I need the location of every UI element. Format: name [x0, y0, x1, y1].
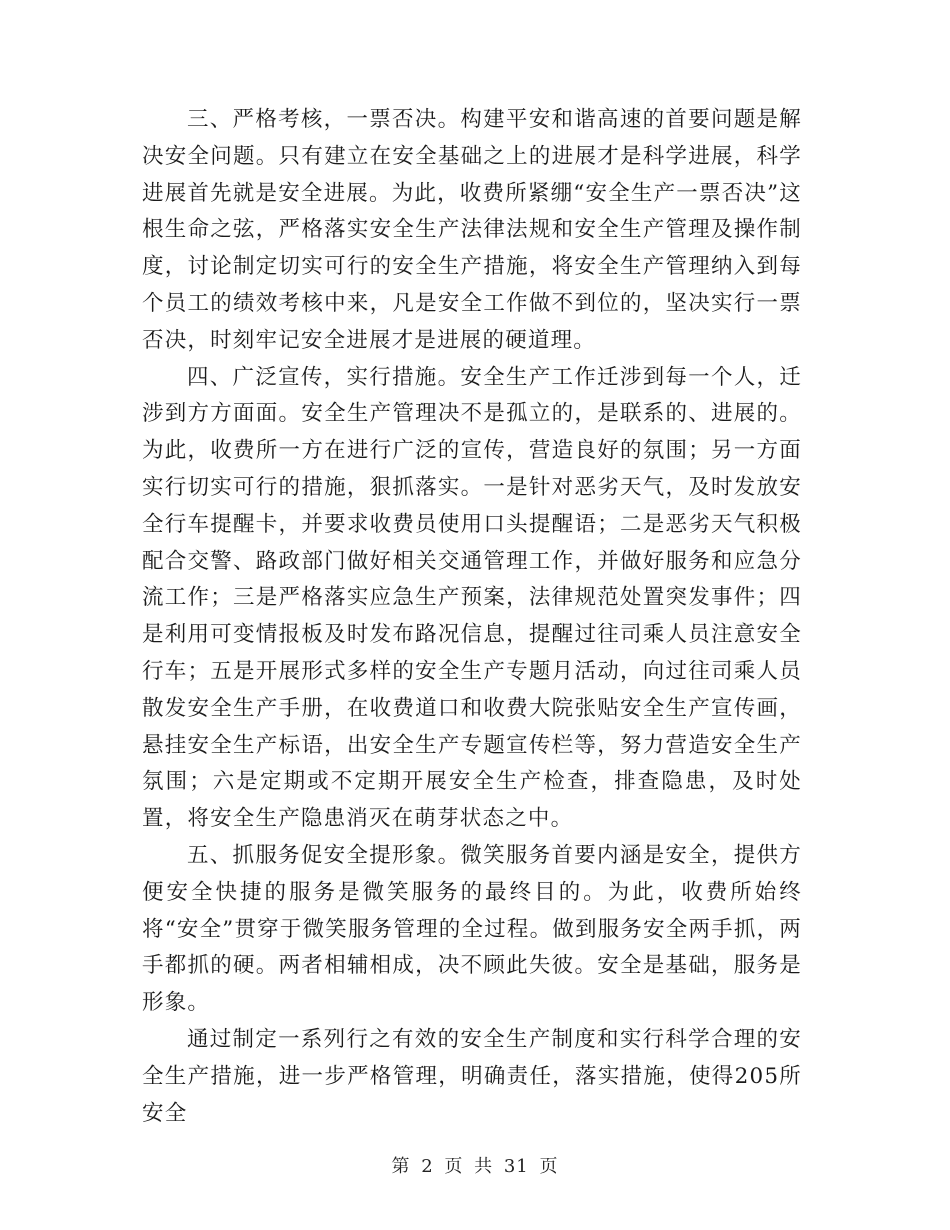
paragraph-conclusion: 通过制定一系列行之有效的安全生产制度和实行科学合理的安全生产措施，进一步严格管理，明确责任，落实措施，使得205所安全: [142, 1026, 802, 1126]
paragraph-strict-assessment: 三、严格考核，一票否决。构建平安和谐高速的首要问题是解决安全问题。只有建立在安全基础之上的进展才是科学进展，科学进展首先就是安全进展。为此，收费所紧绷“安全生产一票否决”这根生命之弦，严格落实安全生产法律法规和安全生产管理及操作制度，讨论制定切实可行的安全生产措施，将安全生产管理纳入到每个员工的绩效考核中来，凡是安全工作做不到位的，坚决实行一票否决，时刻牢记安全进展才是进展的硬道理。: [142, 107, 802, 353]
page-number-footer: 第 2 页 共 31 页: [391, 1156, 559, 1177]
paragraph-publicity-measures: 四、广泛宣传，实行措施。安全生产工作迁涉到每一个人，迁涉到方方面面。安全生产管理决不是孤立的，是联系的、进展的。为此，收费所一方在进行广泛的宣传，营造良好的氛围；另一方面实行切实可行的措施，狠抓落实。一是针对恶劣天气，及时发放安全行车提醒卡，并要求收费员使用口头提醒语；二是恶劣天气积极配合交警、路政部门做好相关交通管理工作，并做好服务和应急分流工作；三是严格落实应急生产预案，法律规范处置突发事件；四是利用可变情报板及时发布路况信息，提醒过往司乘人员注意安全行车；五是开展形式多样的安全生产专题月活动，向过往司乘人员散发安全生产手册，在收费道口和收费大院张贴安全生产宣传画，悬挂安全生产标语，出安全生产专题宣传栏等，努力营造安全生产氛围；六是定期或不定期开展安全生产检查，排查隐患，及时处置，将安全生产隐患消灭在萌芽状态之中。: [142, 364, 802, 832]
document-body: [142, 102, 802, 1132]
paragraph-service-safety: 五、抓服务促安全提形象。微笑服务首要内涵是安全，提供方便安全快捷的服务是微笑服务的最终目的。为此，收费所始终将“安全”贯穿于微笑服务管理的全过程。做到服务安全两手抓，两手都抓的硬。两者相辅相成，决不顾此失彼。安全是基础，服务是形象。: [142, 842, 802, 1016]
